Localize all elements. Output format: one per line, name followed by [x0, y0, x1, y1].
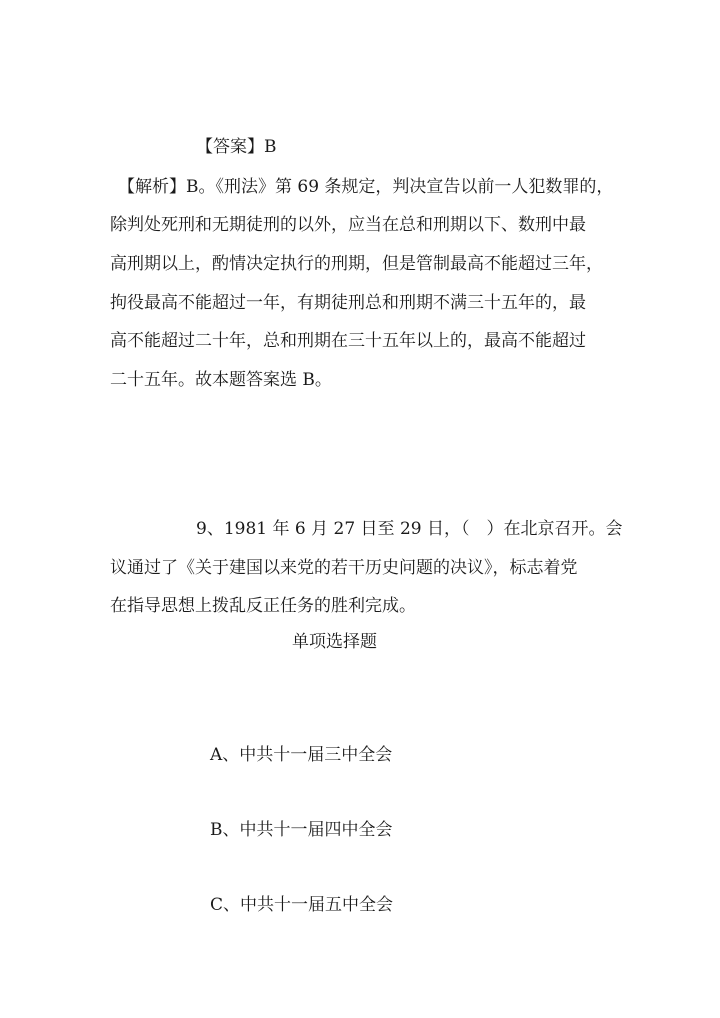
analysis-line: 拘役最高不能超过一年，有期徒刑总和刑期不满三十五年的，最: [110, 293, 586, 313]
analysis-line: 除判处死刑和无期徒刑的以外，应当在总和刑期以下、数刑中最: [110, 215, 586, 235]
question-type: 单项选择题: [292, 632, 377, 652]
analysis-line: 二十五年。故本题答案选 B。: [110, 370, 332, 390]
analysis-line: 【解析】B。《刑法》第 69 条规定，判决宣告以前一人犯数罪的，: [118, 177, 614, 197]
option-b[interactable]: B、中共十一届四中全会: [210, 820, 393, 840]
question-line: 在指导思想上拨乱反正任务的胜利完成。: [110, 596, 416, 616]
option-c[interactable]: C、中共十一届五中全会: [210, 895, 394, 915]
question-line: 议通过了《关于建国以来党的若干历史问题的决议》，标志着党: [110, 558, 578, 578]
option-a[interactable]: A、中共十一届三中全会: [210, 745, 393, 765]
analysis-line: 高不能超过二十年，总和刑期在三十五年以上的，最高不能超过: [110, 331, 586, 351]
answer-label: 【答案】B: [196, 137, 277, 157]
analysis-line: 高刑期以上，酌情决定执行的刑期，但是管制最高不能超过三年，: [110, 254, 603, 274]
question-line: 9、1981 年 6 月 27 日至 29 日，（ ）在北京召开。会: [196, 519, 623, 539]
